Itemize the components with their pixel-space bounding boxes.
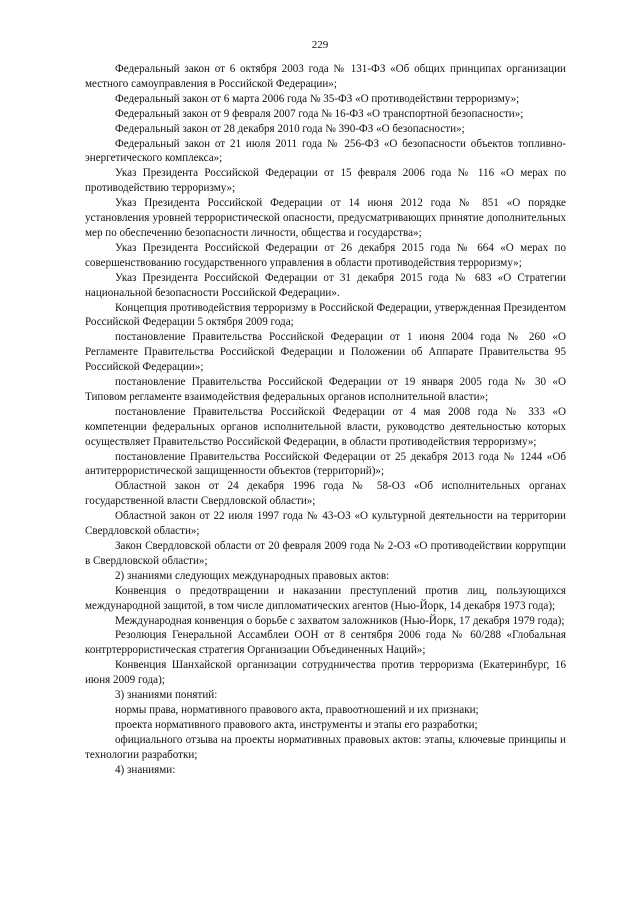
paragraph: Конвенция Шанхайской организации сотрудничества против терроризма (Екатеринбург, 16 июня 2009 года);: [85, 659, 566, 687]
paragraph: Указ Президента Российской Федерации от 26 декабря 2015 года № 664 «О мерах по совершенствованию государственного управления в области противодействия терроризму»;: [85, 241, 566, 269]
paragraph: Указ Президента Российской Федерации от 14 июня 2012 года № 851 «О порядке установления уровней террористической опасности, предусматривающих принятие дополнительных мер по обеспечению безопасности личности, общества и государства»;: [85, 197, 566, 239]
list-heading: 2) знаниями следующих международных правовых актов:: [115, 569, 390, 582]
paragraph: постановление Правительства Российской Федерации от 25 декабря 2013 года № 1244 «Об антитеррористической защищенности объектов (территорий)»;: [85, 450, 566, 478]
paragraph: Концепция противодействия терроризму в Российской Федерации, утвержденная Президентом Российской Федерации 5 октября 2009 года;: [85, 301, 566, 329]
paragraph: Конвенция о предотвращении и наказании преступлений против лиц, пользующихся международной защитой, в том числе дипломатических агентов (Нью-Йорк, 14 декабря 1973 года);: [85, 584, 566, 612]
paragraph: Областной закон от 22 июля 1997 года № 43-ОЗ «О культурной деятельности на территории Свердловской области»;: [85, 510, 566, 538]
paragraph: официального отзыва на проекты нормативных правовых актов: этапы, ключевые принципы и технологии разработки;: [85, 733, 566, 761]
paragraph: Международная конвенция о борьбе с захватом заложников (Нью-Йорк, 17 декабря 1979 года);: [115, 614, 565, 627]
document-body: [85, 62, 566, 778]
paragraph: Резолюция Генеральной Ассамблеи ООН от 8 сентября 2006 года № 60/288 «Глобальная контртеррористическая стратегия Организации Объединенных Наций»;: [85, 629, 566, 657]
paragraph: нормы права, нормативного правового акта, правоотношений и их признаки;: [115, 703, 479, 716]
paragraph: Федеральный закон от 21 июля 2011 года № 256-ФЗ «О безопасности объектов топливно-энергетического комплекса»;: [85, 137, 566, 165]
paragraph: Закон Свердловской области от 20 февраля 2009 года № 2-ОЗ «О противодействии коррупции в Свердловской области»;: [85, 540, 566, 567]
paragraph: Областной закон от 24 декабря 1996 года № 58-ОЗ «Об исполнительных органах государственной власти Свердловской области»;: [85, 480, 566, 508]
paragraph: Федеральный закон от 6 марта 2006 года № 35-ФЗ «О противодействии терроризму»;: [115, 92, 520, 105]
paragraph: проекта нормативного правового акта, инструменты и этапы его разработки;: [115, 718, 478, 731]
paragraph: Указ Президента Российской Федерации от 31 декабря 2015 года № 683 «О Стратегии национальной безопасности Российской Федерации».: [85, 271, 566, 299]
paragraph: постановление Правительства Российской Федерации от 19 января 2005 года № 30 «О Типовом регламенте взаимодействия федеральных органов исполнительной власти»;: [85, 376, 566, 403]
list-heading: 4) знаниями:: [115, 763, 176, 776]
paragraph: постановление Правительства Российской Федерации от 1 июня 2004 года № 260 «О Регламенте Правительства Российской Федерации и Положении об Аппарате Правительства 95 Российской Федерации»;: [85, 331, 566, 374]
paragraph: Федеральный закон от 28 декабря 2010 года № 390-ФЗ «О безопасности»;: [115, 122, 465, 135]
paragraph: Федеральный закон от 9 февраля 2007 года № 16-ФЗ «О транспортной безопасности»;: [115, 107, 524, 120]
page-number: 229: [311, 39, 329, 51]
paragraph: постановление Правительства Российской Федерации от 4 мая 2008 года № 333 «О компетенции федеральных органов исполнительной власти, руководство деятельностью которых осуществляет Правительство Российской Федерации, в области противодействия терроризму»;: [85, 405, 566, 448]
paragraph: Федеральный закон от 6 октября 2003 года № 131-ФЗ «Об общих принципах организации местного самоуправления в Российской Федерации»;: [85, 63, 566, 90]
paragraph: Указ Президента Российской Федерации от 15 февраля 2006 года № 116 «О мерах по противодействию терроризму»;: [85, 167, 566, 195]
list-heading: 3) знаниями понятий:: [115, 689, 218, 702]
